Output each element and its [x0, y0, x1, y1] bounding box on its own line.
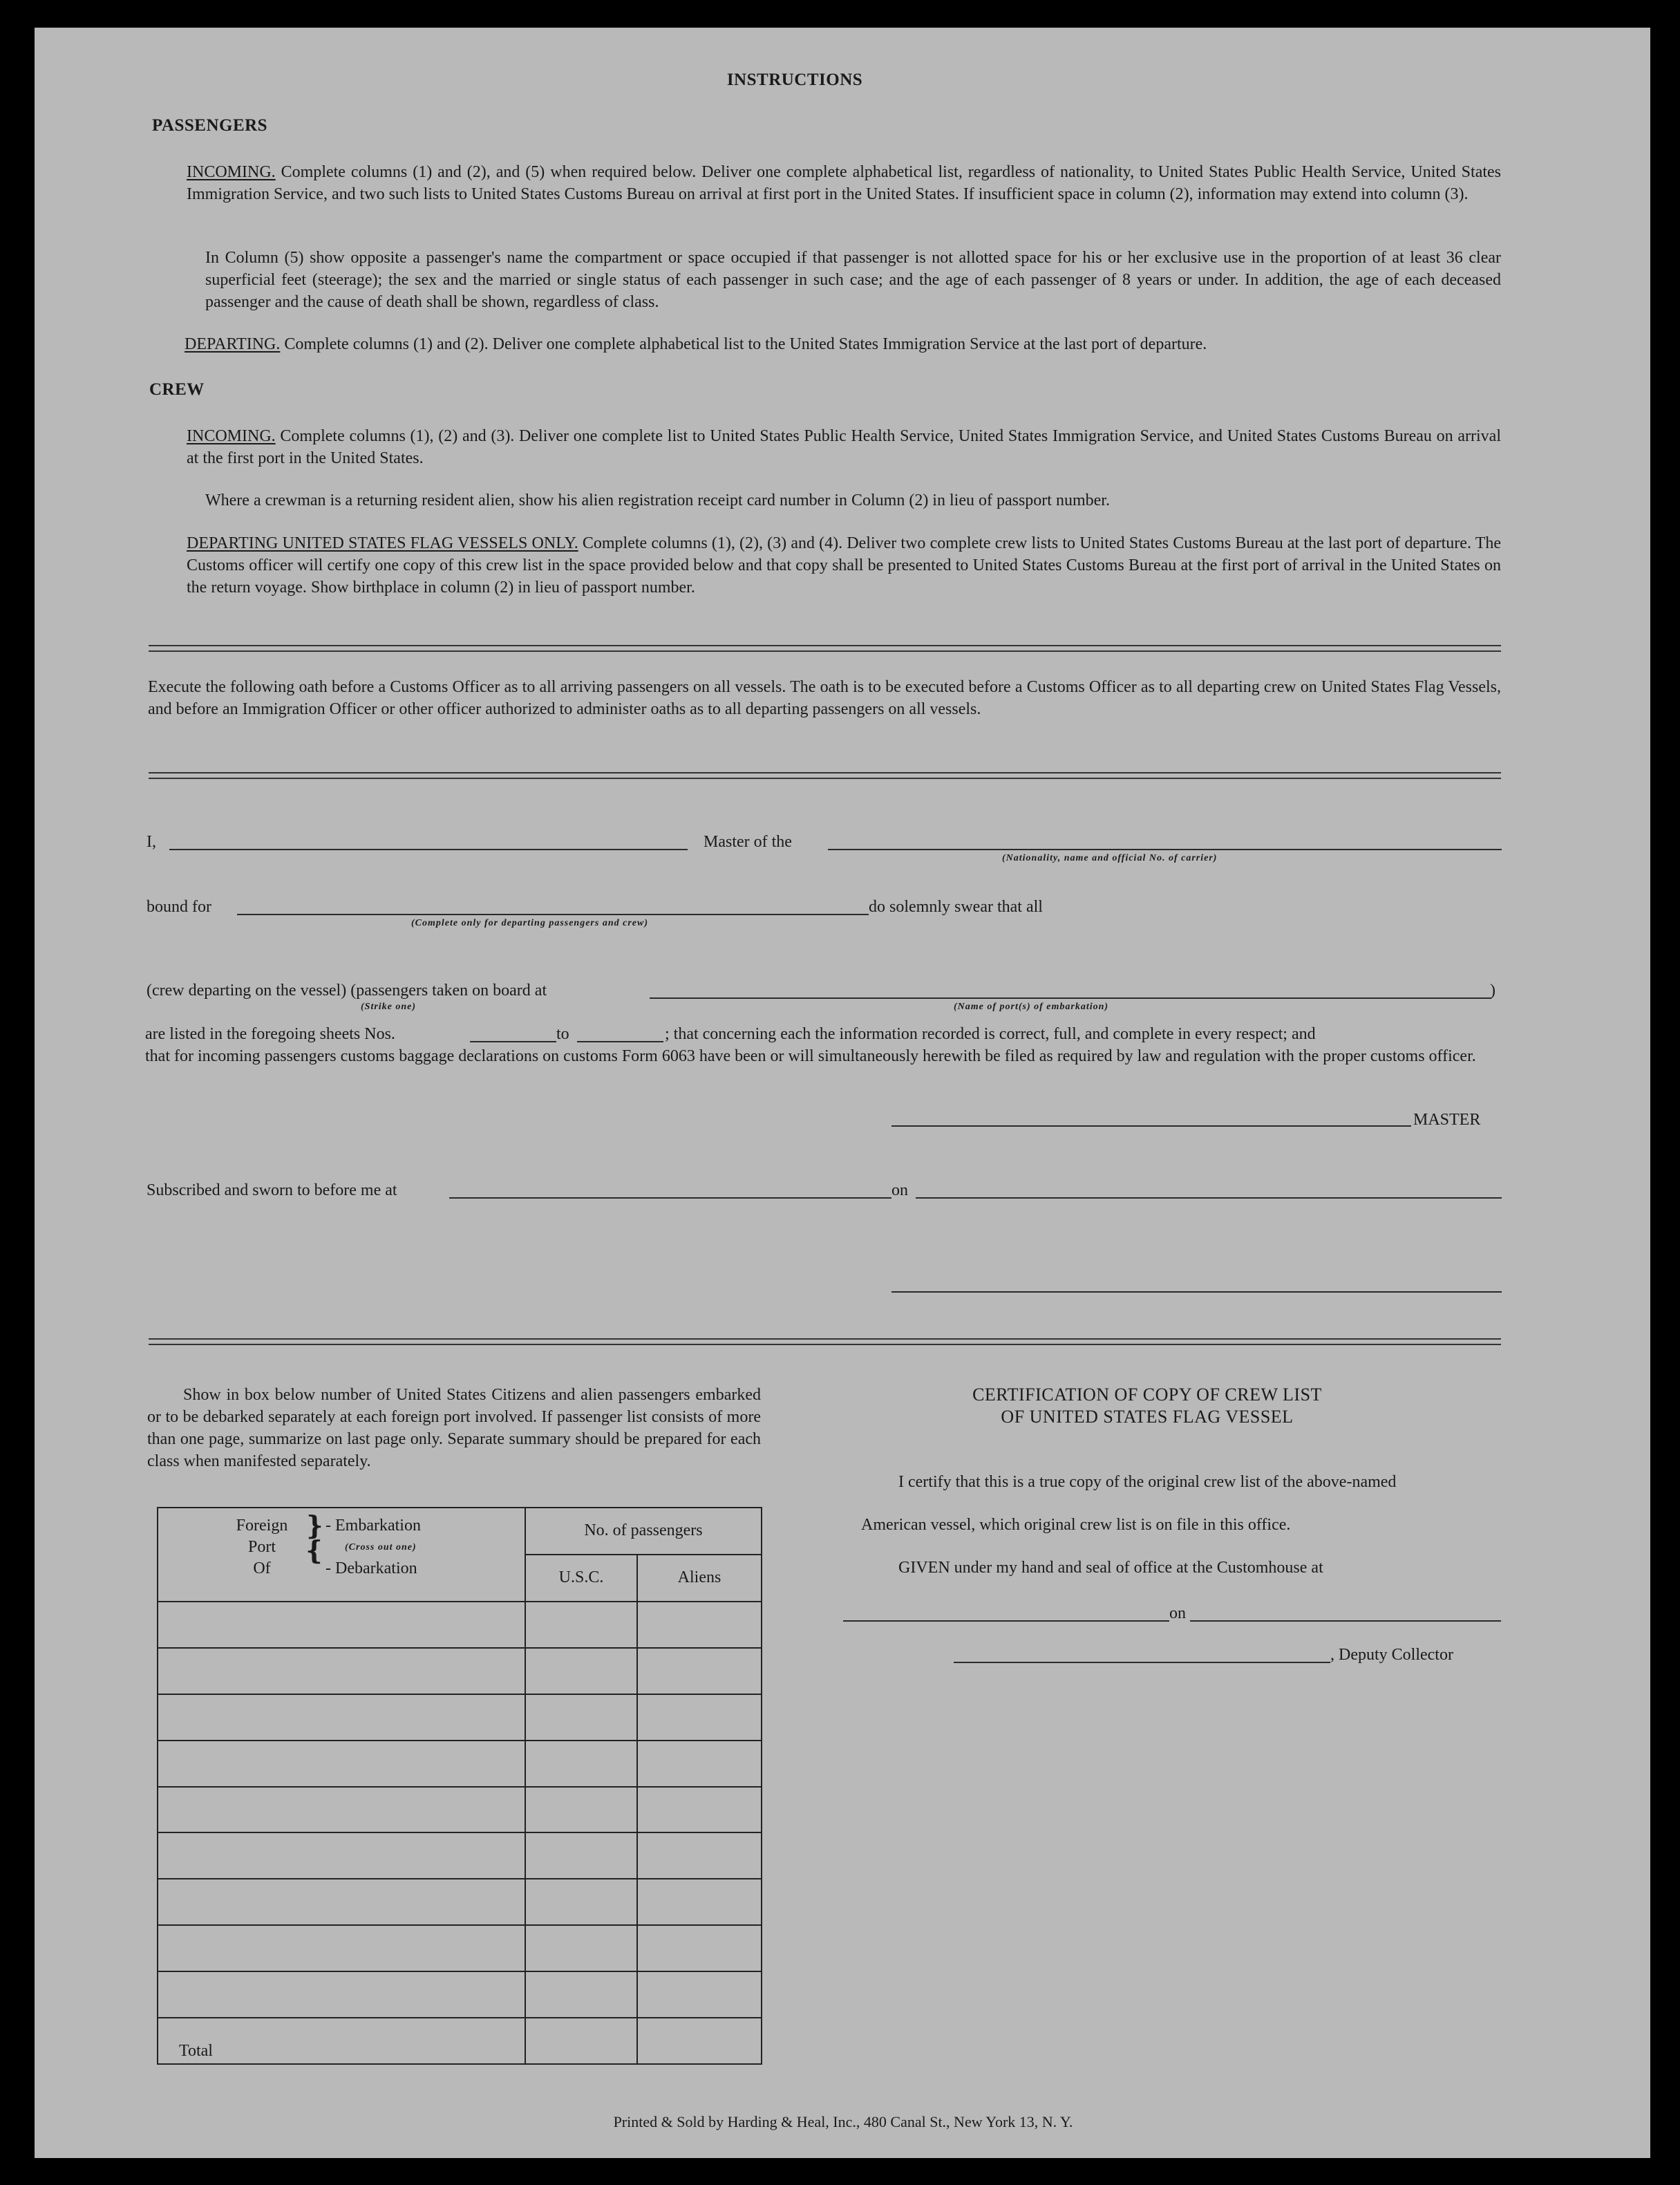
master-name-line[interactable]: [169, 849, 688, 850]
sworn-on-label: on: [891, 1181, 908, 1199]
port-cell[interactable]: [158, 1741, 525, 1787]
aliens-cell[interactable]: [637, 1971, 762, 2018]
sheet-from-line[interactable]: [470, 1041, 556, 1042]
bound-for-label: bound for: [147, 898, 211, 916]
port-cell[interactable]: [158, 1602, 525, 1648]
crew-departing-text: Complete columns (1), (2), (3) and (4). Deliver two complete crew lists to United States Customs Bureau at the last port of departure. The Customs officer will certify one copy of this crew list in the space provided below and that copy shall be presented to United States Customs Bureau at the first port of arrival in the United States on the return voyage. Show birthplace in column (2) in lieu of passport number.: [187, 534, 1502, 597]
crew-departing-text: (crew departing on the vessel) (passengers taken on board at: [147, 982, 547, 1000]
certification-on-label: on: [1169, 1604, 1186, 1622]
officer-signature-line[interactable]: [891, 1291, 1502, 1293]
passengers-incoming-column5: In Column (5) show opposite a passenger's name the compartment or space occupied if that passenger is not allotted space for his or her exclusive use in the proportion of at least 36 clear superficial feet (steerage); the sex and the married or single status of each passenger in such case; and the age of each passenger of 8 years or under. In addition, the age of each deceased passenger and the cause of death shall be shown, regardless of class.: [205, 249, 1501, 311]
subscribed-text: Subscribed and sworn to before me at: [147, 1181, 397, 1199]
no-of-passengers-header: No. of passengers: [525, 1508, 762, 1555]
divider-rule: [149, 778, 1501, 779]
aliens-cell[interactable]: [637, 1879, 762, 1925]
port-cell[interactable]: [158, 1879, 525, 1925]
passengers-departing-label: DEPARTING.: [185, 335, 281, 353]
form-page: [35, 28, 1650, 2158]
listed-to: to: [556, 1025, 569, 1043]
aliens-header: Aliens: [637, 1555, 762, 1602]
crew-departing-label: DEPARTING UNITED STATES FLAG VESSELS ONLY.: [187, 534, 578, 552]
crew-heading: CREW: [149, 380, 205, 399]
page-title: INSTRUCTIONS: [726, 71, 863, 89]
deputy-collector-label: , Deputy Collector: [1330, 1646, 1453, 1664]
crew-incoming: [187, 425, 1501, 469]
port-cell[interactable]: [158, 1832, 525, 1879]
usc-cell[interactable]: [525, 1832, 637, 1879]
divider-rule: [149, 1344, 1501, 1345]
crew-incoming-alien: Where a crewman is a returning resident alien, show his alien registration receipt card number in Column (2) in lieu of passport number.: [205, 491, 1110, 509]
oath-instructions: Execute the following oath before a Customs Officer as to all arriving passengers on all vessels. The oath is to be executed before a Customs Officer as to all departing crew on United States Flag Vessels, and before an Immigration Officer or other officer authorized to administer oaths as to all departing passengers on all vessels.: [148, 678, 1501, 718]
aliens-cell[interactable]: [637, 1602, 762, 1648]
listed-prefix: are listed in the foregoing sheets Nos.: [145, 1025, 395, 1043]
port-cell[interactable]: [158, 1925, 525, 1971]
embarkation-port-line[interactable]: [650, 997, 1491, 999]
printer-footer: Printed & Sold by Harding & Heal, Inc., 480 Canal St., New York 13, N. Y.: [613, 2113, 1073, 2130]
passengers-departing: [185, 333, 1501, 355]
usc-cell[interactable]: [525, 1971, 637, 2018]
usc-cell[interactable]: [525, 1787, 637, 1833]
aliens-cell[interactable]: [637, 1832, 762, 1879]
crew-departing: [187, 532, 1501, 599]
master-label: MASTER: [1413, 1111, 1481, 1129]
certification-title-line2: OF UNITED STATES FLAG VESSEL: [1001, 1407, 1294, 1427]
aliens-total-cell[interactable]: [637, 2018, 762, 2064]
passengers-departing-text: Complete columns (1) and (2). Deliver one complete alphabetical list to the United States Immigration Service at the last port of departure.: [284, 335, 1207, 353]
certification-title-line1: CERTIFICATION OF COPY OF CREW LIST: [972, 1385, 1322, 1405]
carrier-caption: (Nationality, name and official No. of carrier): [1002, 853, 1218, 863]
debarkation-label[interactable]: - Debarkation: [325, 1559, 417, 1577]
cross-out-caption: (Cross out one): [345, 1542, 417, 1553]
usc-cell[interactable]: [525, 1648, 637, 1694]
foreign-label: Foreign: [236, 1517, 288, 1535]
embarkation-caption: (Name of port(s) of embarkation): [954, 1002, 1109, 1012]
usc-header: U.S.C.: [525, 1555, 637, 1602]
certification-line3: GIVEN under my hand and seal of office at the Customhouse at: [898, 1559, 1323, 1577]
passengers-heading: PASSENGERS: [152, 116, 268, 135]
divider-rule: [149, 645, 1501, 646]
aliens-cell[interactable]: [637, 1694, 762, 1741]
deputy-signature-line[interactable]: [954, 1662, 1330, 1663]
certification-line1: I certify that this is a true copy of the original crew list of the above-named: [898, 1473, 1397, 1491]
divider-rule: [149, 650, 1501, 652]
usc-cell[interactable]: [525, 1925, 637, 1971]
sworn-place-line[interactable]: [449, 1197, 891, 1199]
aliens-cell[interactable]: [637, 1741, 762, 1787]
embarkation-label[interactable]: - Embarkation: [325, 1517, 421, 1535]
swear-text: do solemnly swear that all: [869, 898, 1043, 916]
port-cell[interactable]: [158, 1787, 525, 1833]
port-label: Port: [247, 1538, 276, 1556]
certification-date-line[interactable]: [1190, 1620, 1501, 1622]
aliens-cell[interactable]: [637, 1925, 762, 1971]
carrier-line[interactable]: [828, 849, 1502, 850]
customhouse-line[interactable]: [843, 1620, 1169, 1622]
bound-caption: (Complete only for departing passengers and crew): [411, 918, 648, 928]
crew-incoming-text: Complete columns (1), (2) and (3). Deliver one complete list to United States Public Health Service, United States Immigration Service, and United States Customs Bureau on arrival at the first port in the United States.: [187, 427, 1502, 467]
of-label: Of: [253, 1559, 271, 1577]
divider-rule: [149, 772, 1501, 773]
port-cell[interactable]: [158, 1694, 525, 1741]
total-label: Total: [158, 2018, 525, 2064]
brace-mark: ❵ ❴: [303, 1512, 325, 1566]
summary-instructions: Show in box below number of United States Citizens and alien passengers embarked or to be debarked separately at each foreign port involved. If passenger list consists of more than one page, summarize on last page only. Separate summary should be prepared for each class when manifested separately.: [147, 1386, 761, 1470]
certification-title: [885, 1384, 1410, 1428]
usc-cell[interactable]: [525, 1741, 637, 1787]
oath-i-label: I,: [147, 833, 156, 851]
sworn-date-line[interactable]: [916, 1197, 1502, 1199]
master-signature-line[interactable]: [891, 1125, 1411, 1127]
close-paren: ): [1490, 982, 1495, 1000]
usc-cell[interactable]: [525, 1879, 637, 1925]
passenger-summary-table: [157, 1507, 762, 2065]
passengers-incoming-text: Complete columns (1) and (2), and (5) when required below. Deliver one complete alphabetical list, regardless of nationality, to United States Public Health Service, United States Immigration Service, and two such lists to United States Customs Bureau on arrival at first port in the United States. If insufficient space in column (2), information may extend into column (3).: [187, 163, 1502, 203]
divider-rule: [149, 1338, 1501, 1340]
strike-one-caption: (Strike one): [361, 1002, 417, 1012]
crew-incoming-label: INCOMING.: [187, 427, 276, 445]
passengers-incoming-label: INCOMING.: [187, 163, 276, 181]
certification-line2: American vessel, which original crew list is on file in this office.: [861, 1516, 1291, 1534]
usc-total-cell[interactable]: [525, 2018, 637, 2064]
usc-cell[interactable]: [525, 1602, 637, 1648]
listed-rest: that for incoming passengers customs baggage declarations on customs Form 6063 have been or will simultaneously herewith be filed as required by law and regulation with the proper customs officer.: [145, 1047, 1476, 1065]
passengers-incoming: [187, 161, 1501, 205]
bound-for-line[interactable]: [237, 914, 869, 915]
master-of-the-label: Master of the: [704, 833, 792, 851]
aliens-cell[interactable]: [637, 1648, 762, 1694]
port-cell[interactable]: [158, 1648, 525, 1694]
sheet-to-line[interactable]: [577, 1041, 663, 1042]
port-cell[interactable]: [158, 1971, 525, 2018]
listed-suffix: ; that concerning each the information recorded is correct, full, and complete in every respect; and: [665, 1025, 1316, 1043]
port-header-cell: [158, 1508, 525, 1602]
aliens-cell[interactable]: [637, 1787, 762, 1833]
usc-cell[interactable]: [525, 1694, 637, 1741]
